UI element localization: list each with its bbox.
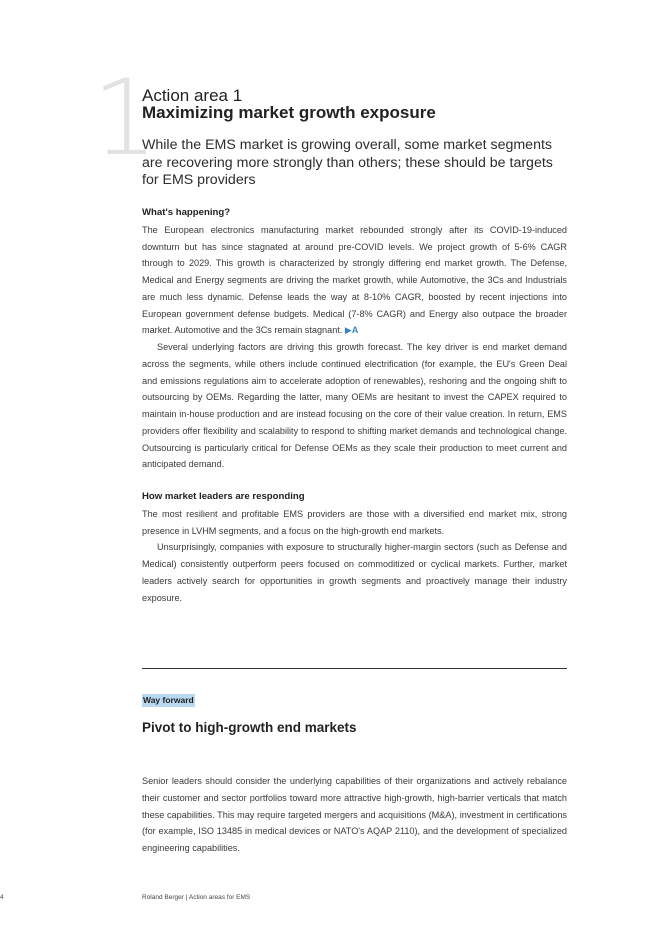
way-forward-text bbox=[142, 773, 567, 857]
paragraph-text: The European electronics manufacturing market rebounded strongly after its COVID-19-induced downturn but has since stagnated at around pre-COVID levels. We project growth of 5-6% CAGR through to 2029. This growth is characterized by strongly differing end market growth. The Defense, Medical and Energy segments are driving the market growth, while Automotive, the 3Cs and Industrials are much less dynamic. Defense leads the way at 8-10% CAGR, boosted by recent injections into European government defense budgets. Medical (7-8% CAGR) and Energy also outpace the broader market. Automotive and the 3Cs remain stagnant. bbox=[142, 224, 567, 336]
way-forward-badge: Way forward bbox=[143, 695, 194, 705]
main-body bbox=[142, 205, 567, 606]
page-title: Maximizing market growth exposure bbox=[142, 103, 436, 122]
way-forward-title: Pivot to high-growth end markets bbox=[142, 720, 357, 735]
section-heading-happening: What's happening? bbox=[142, 207, 231, 218]
page-number: 4 bbox=[0, 894, 4, 901]
paragraph-happening-2: Several underlying factors are driving this growth forecast. The key driver is end market demand across the segments, while others include continued electrification (for example, the EU's Green Deal and emissions regulations aim to accelerate adoption of renewables), reshoring and the ongoing shift to outsourcing by OEMs. Regarding the latter, many OEMs are hesitant to invest the CAPEX required to maintain in-house production and are instead focusing on the core of their value creation. In return, EMS providers offer flexibility and scalability to respond to shifting market demands and technological change. Outsourcing is particularly critical for Defense OEMs as they scale their production to meet current and anticipated demand. bbox=[142, 342, 567, 470]
action-area-number: 1 bbox=[92, 57, 159, 179]
action-area-label: Action area 1 bbox=[142, 86, 243, 105]
paragraph-happening-1 bbox=[142, 222, 567, 339]
paragraph-way-forward: Senior leaders should consider the underlying capabilities of their organizations and actively rebalance their customer and sector portfolios toward more attractive high-growth, high-barrier verticals that match these capabilities. This may require targeted mergers and acquisitions (M&A), investment in certifications (for example, ISO 13485 in medical devices or NATO's AQAP 2110), and the development of specialized engineering capabilities. bbox=[142, 776, 567, 853]
section-divider bbox=[142, 668, 567, 669]
figure-reference-link[interactable]: ▶A bbox=[344, 325, 359, 336]
intro-statement: While the EMS market is growing overall, some market segments are recovering more strongly than others; these should be targets for EMS providers bbox=[142, 137, 553, 188]
section-heading-responding: How market leaders are responding bbox=[142, 491, 305, 502]
paragraph-responding-2: Unsurprisingly, companies with exposure to structurally higher-margin sectors (such as Defense and Medical) consistently outperform peers focused on commoditized or cyclical markets. Further, market leaders actively search for opportunities in growth segments and proactively manage their industry exposure. bbox=[142, 542, 567, 603]
footer-source: Roland Berger | Action areas for EMS bbox=[142, 894, 251, 901]
paragraph-responding-1: The most resilient and profitable EMS providers are those with a diversified end market mix, strong presence in LVHM segments, and a focus on the high-growth end markets. bbox=[142, 508, 567, 536]
